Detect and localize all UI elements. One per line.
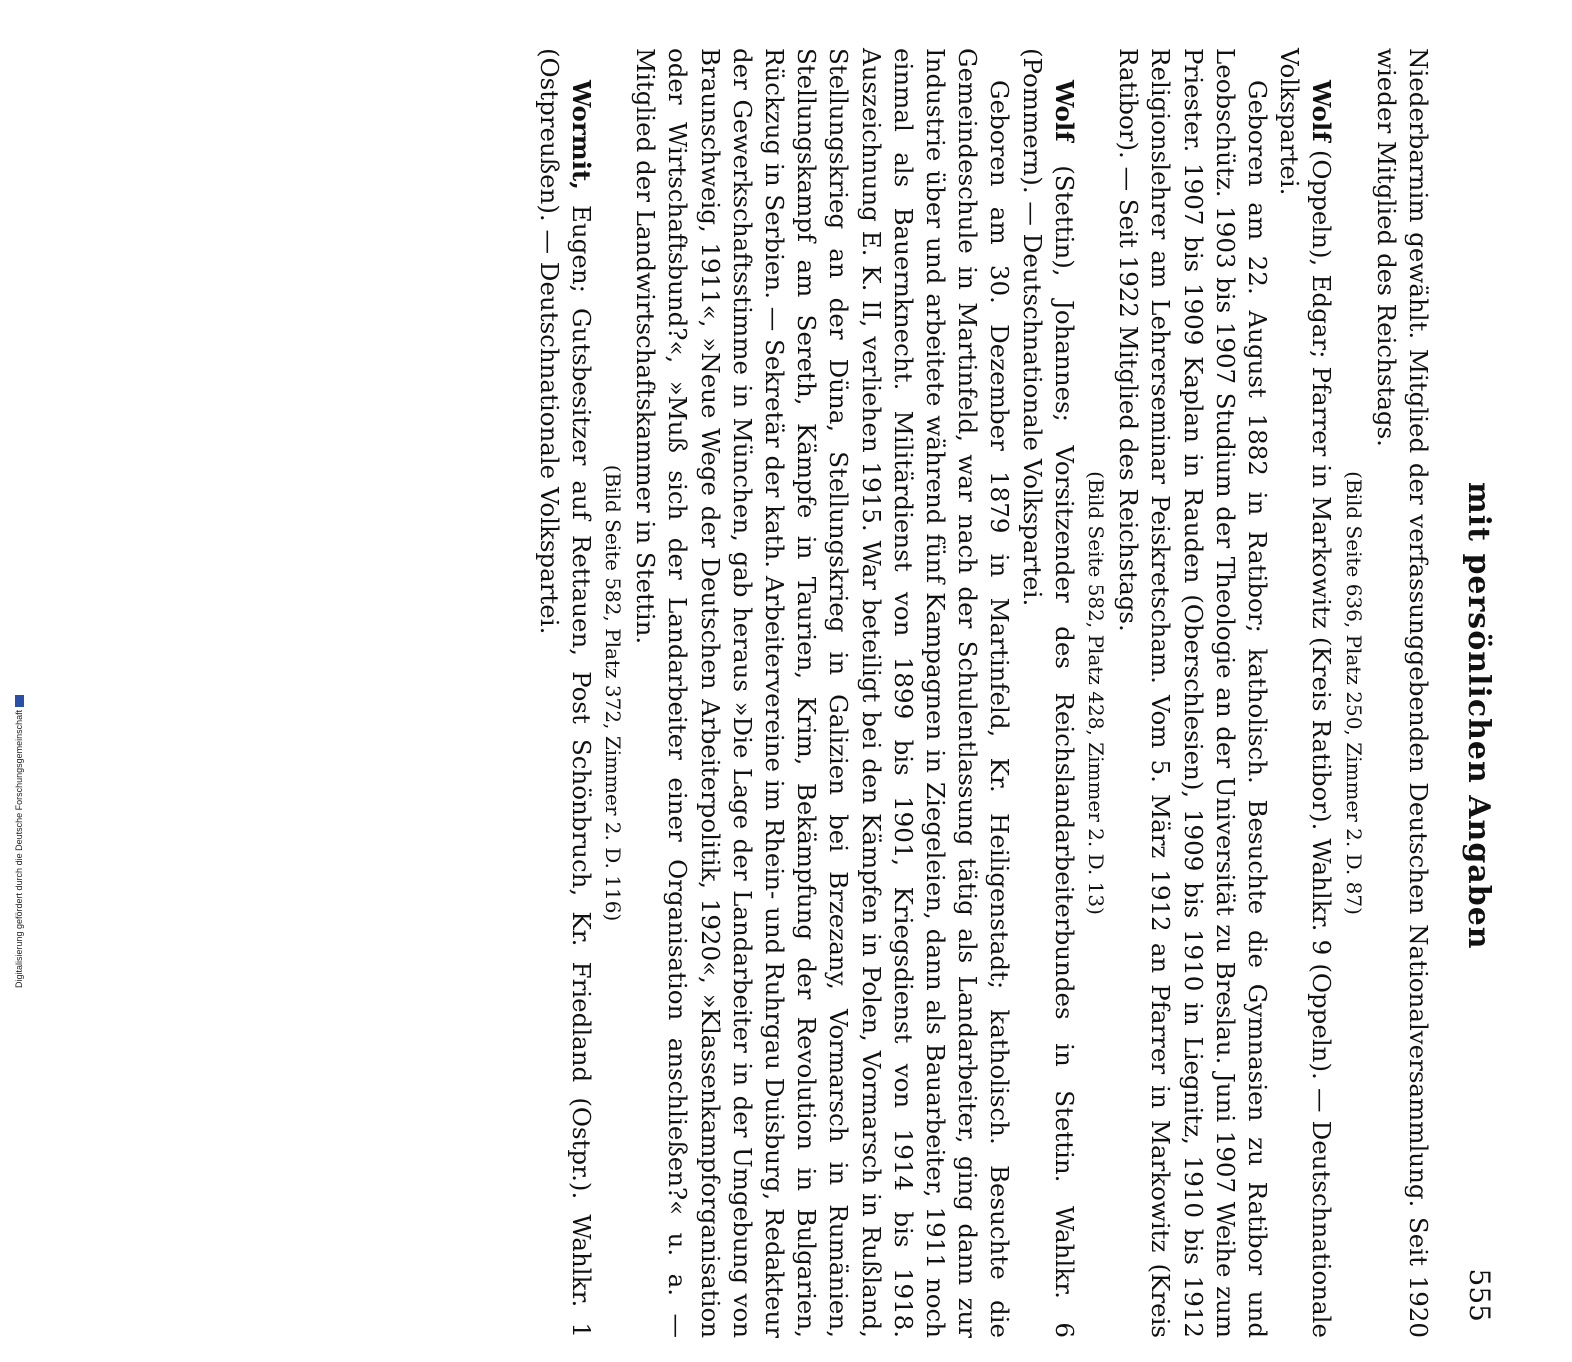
dfg-logo-icon bbox=[15, 695, 24, 707]
document-page bbox=[122, 32, 1502, 1362]
entry-head-text: Eugen; Gutsbesitzer auf Rettauen, Post Schönbruch, Kr. Friedland (Ostpr.). Wahlkr. 1 (Ostpreußen). — Deutschnationale Volkspartei. bbox=[534, 48, 596, 1338]
entry-biography: Geboren am 22. August 1882 in Ratibor; katholisch. Besuchte die Gymnasien zu Ratibor und Leobschütz. 1903 bis 1907 Studium der Theologie an der Universität zu Breslau. Juni 1907 Weihe zum Priester. 1907 bis 1909 Kaplan in Rauden (Oberschlesien), 1909 bis 1910 in Liegnitz, 1910 bis 1912 Religionslehrer am Lehrerseminar Peiskretscham. Vom 5. März 1912 an Pfarrer in Markowitz (Kreis Ratibor). — Seit 1922 Mitglied des Reichstags. bbox=[1114, 48, 1272, 1338]
picture-reference: (Bild Seite 582, Platz 428, Zimmer 2. D. 13) bbox=[1083, 471, 1108, 915]
entry-head-text: (Oppeln), Edgar; Pfarrer in Markowitz (Kreis Ratibor). Wahlkr. 9 (Oppeln). — Deutschnationale Volkspartei. bbox=[1275, 48, 1337, 1338]
entry-continuation: Niederbarnim gewählt. Mitglied der verfassunggebenden Deutschen Nationalversammlung. Seit 1920 wieder Mitglied des Reichstags. bbox=[1371, 48, 1433, 1338]
entry-head-text: (Stettin), Johannes; Vorsitzender des Reichslandarbeiterbundes in Stettin. Wahlkr. 6 (Pommern). — Deutschnationale Volkspartei. bbox=[1017, 48, 1079, 1338]
member-name: Wolf bbox=[1307, 80, 1337, 142]
digitization-note-text: Digitalisierung gefördert durch die Deutsche Forschungsgemeinschaft bbox=[14, 709, 24, 988]
member-name: Wolf bbox=[1049, 80, 1079, 142]
entry-heading bbox=[1015, 48, 1079, 1338]
picture-reference: (Bild Seite 582, Platz 372, Zimmer 2. D. 116) bbox=[600, 464, 625, 922]
page-number: 555 bbox=[1463, 1268, 1496, 1322]
entry-heading bbox=[1273, 48, 1337, 1338]
page-text bbox=[532, 48, 1434, 1338]
picture-reference: (Bild Seite 636, Platz 250, Zimmer 2. D. 87) bbox=[1341, 471, 1366, 915]
running-title: mit persönlichen Angaben bbox=[1461, 482, 1496, 950]
entry-heading bbox=[532, 48, 596, 1338]
member-name: Wormit, bbox=[566, 80, 596, 190]
running-head bbox=[1442, 32, 1502, 1362]
entry-biography: Geboren am 30. Dezember 1879 in Martinfeld, Kr. Heiligenstadt; katholisch. Besuchte die Gemeindeschule in Martinfeld, war nach der Schulentlassung tätig als Landarbeiter, ging dann zur Industrie über und arbeitete während fünf Kampagnen in Ziegeleien, dann als Bauarbeiter, 1911 noch einmal als Bauernknecht. Militärdienst von 1899 bis 1901, Kriegsdienst von 1914 bis 1918. Auszeichnung E. K. II, verliehen 1915. War beteiligt bei den Kämpfen in Polen, Vormarsch in Rußland, Stellungskrieg an der Düna, Stellungskrieg in Galizien bei Brzezany, Vormarsch in Rumänien, Stellungskampf am Sereth, Kämpfe in Taurien, Krim, Bekämpfung der Revolution in Bulgarien, Rückzug in Serbien. — Sekretär der kath. Arbeitervereine im Rhein- und Ruhrgau Duisburg, Redakteur der Gewerkschaftsstimme in München, gab heraus »Die Lage der Landarbeiter in der Umgebung von Braunschweig, 1911«, »Neue Wege der Deutschen Arbeiterpolitik, 1920«, »Klassenkampforganisation oder Wirtschaftsbund?«, »Muß sich der Landarbeiter einer Organisation anschließen?« u. a. — Mitglied der Landwirtschaftskammer in Stettin. bbox=[631, 48, 1015, 1338]
digitization-note bbox=[14, 695, 24, 988]
